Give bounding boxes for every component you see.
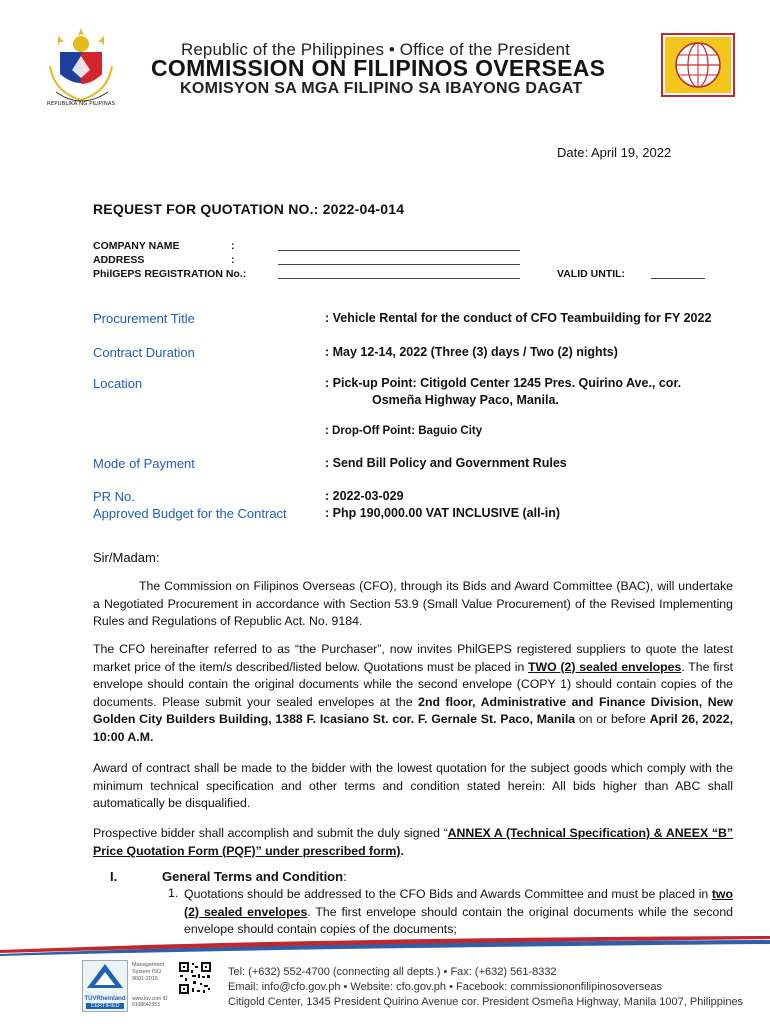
- tuv-label: TÜVRheinland: [84, 996, 126, 1002]
- p4-annex: ANNEX A (Technical Specification) & ANEEX “B” Price Quotation Form (PQF)” under prescribed form): [93, 826, 733, 858]
- rfq-title: REQUEST FOR QUOTATION NO.: 2022-04-014: [93, 201, 405, 217]
- footer-contact-email: Email: info@cfo.gov.ph • Website: cfo.gov.ph • Facebook: commissiononfilipinosoverseas: [228, 981, 663, 993]
- p2-text-a: The CFO hereinafter referred to as “the Purchaser”, now invites PhilGEPS registered suppliers to quote the latest market price of the item/s described/listed below. Quotations must be placed in: [93, 642, 733, 674]
- footer-contact-phone: Tel: (+632) 552-4700 (connecting all depts.) • Fax: (+632) 561-8332: [228, 966, 557, 978]
- valid-until-label: VALID UNTIL:: [557, 268, 626, 280]
- header-agency-name: COMMISSION ON FILIPINOS OVERSEAS: [151, 55, 606, 81]
- management-system-text: Management System ISO 9001:2015: [132, 962, 165, 982]
- p2-address: 2nd floor, Administrative and Finance Division, New Golden City Builders Building, 1388 F. Icasiano St. cor. F. Gernale St. Paco, Manila: [93, 694, 733, 727]
- p2-text-e: on or before: [575, 712, 650, 727]
- tuv-triangle-icon: [83, 961, 127, 991]
- procurement-title-value: : Vehicle Rental for the conduct of CFO Teambuilding for FY 2022: [325, 311, 712, 325]
- p4-text-c: .: [400, 843, 404, 858]
- colon: :: [231, 240, 235, 252]
- item1-text-a: Quotations should be addressed to the CFO Bids and Awards Committee and must be placed in: [184, 887, 712, 901]
- qr-code-icon: [178, 961, 212, 995]
- p2-text-c: . The first envelope should contain the original documents while the second envelope (COPY 1) should contain copies of the documents. Please submit your sealed envelopes at the: [93, 659, 734, 709]
- tuv-certified: CERTIFIED: [86, 1003, 124, 1009]
- dropoff-value: : Drop-Off Point: Baguio City: [325, 425, 483, 437]
- item1-text: [184, 886, 733, 939]
- section-title: [162, 869, 347, 884]
- contract-duration-value: : May 12-14, 2022 (Three (3) days / Two (2) nights): [325, 345, 618, 359]
- procurement-title-label: Procurement Title: [93, 311, 195, 326]
- header-agency-name-filipino: KOMISYON SA MGA FILIPINO SA IBAYONG DAGAT: [180, 80, 583, 97]
- p4-text-a: Prospective bidder shall accomplish and submit the duly signed “: [93, 826, 448, 840]
- mode-of-payment-label: Mode of Payment: [93, 456, 195, 471]
- p2-deadline: April 26, 2022, 10:00 A.M.: [93, 712, 733, 744]
- contract-duration-label: Contract Duration: [93, 345, 195, 360]
- section-title-text: General Terms and Condition: [162, 869, 344, 884]
- abc-value: : Php 190,000.00 VAT INCLUSIVE (all-in): [325, 506, 561, 520]
- footer-address: Citigold Center, 1345 President Quirino Avenue cor. President Osmeña Highway, Manila 1007, Philippines: [228, 996, 744, 1008]
- pr-no-label: PR No.: [93, 489, 135, 504]
- p2-sealed-envelopes: TWO (2) sealed envelopes: [528, 659, 682, 674]
- location-value-line2: Osmeña Highway Paco, Manila.: [372, 393, 559, 407]
- svg-text:REPUBLIKA NG PILIPINAS: REPUBLIKA NG PILIPINAS: [46, 101, 116, 107]
- salutation: Sir/Madam:: [93, 550, 160, 565]
- item1-number: 1.: [168, 886, 179, 900]
- philgeps-blank: [278, 278, 520, 279]
- tuv-badge: [82, 960, 128, 1012]
- paragraph-annex: [93, 825, 733, 860]
- location-value: : Pick-up Point: Citigold Center 1245 Pres. Quirino Ave., cor.: [325, 376, 682, 390]
- colon: :: [231, 254, 235, 266]
- section-number: I.: [110, 869, 118, 884]
- company-name-blank: [278, 250, 520, 251]
- pr-no-value: : 2022-03-029: [325, 489, 404, 503]
- abc-label: Approved Budget for the Contract: [93, 506, 287, 521]
- header-line1: Republic of the Philippines • Office of the President: [181, 40, 570, 59]
- item1-sealed-envelopes: two (2) sealed envelopes: [184, 887, 733, 919]
- paragraph-intro: The Commission on Filipinos Overseas (CFO), through its Bids and Award Committee (BAC), will undertake a Negotiated Procurement in accordance with Section 53.9 (Small Value Procurement) of the Revised Implementing Rules and Regulations of Republic Act. No. 9184.: [93, 579, 733, 629]
- cfo-globe-logo-icon: [661, 33, 735, 97]
- paragraph-award: Award of contract shall be made to the bidder with the lowest quotation for the subject goods which comply with the minimum technical specification and other terms and condition stated herein: All bids higher than ABC shall automatically be disqualified.: [93, 761, 733, 811]
- paragraph-invitation: [93, 641, 733, 747]
- valid-until-blank: [651, 278, 705, 279]
- philippine-seal-icon: [38, 22, 124, 108]
- philgeps-label: PhilGEPS REGISTRATION No.:: [93, 268, 247, 280]
- mode-of-payment-value: : Send Bill Policy and Government Rules: [325, 456, 567, 470]
- item1-text-c: . The first envelope should contain the original documents while the second envelope should contain copies of the documents;: [184, 904, 733, 937]
- tuv-url-text: www.tuv.com ID 9108642353: [132, 996, 168, 1008]
- address-label: ADDRESS: [93, 254, 145, 266]
- company-name-label: COMPANY NAME: [93, 240, 180, 252]
- footer-stripe: [0, 936, 770, 956]
- section-colon: :: [343, 869, 347, 884]
- address-blank: [278, 264, 520, 265]
- document-date: Date: April 19, 2022: [557, 145, 672, 160]
- location-label: Location: [93, 376, 143, 391]
